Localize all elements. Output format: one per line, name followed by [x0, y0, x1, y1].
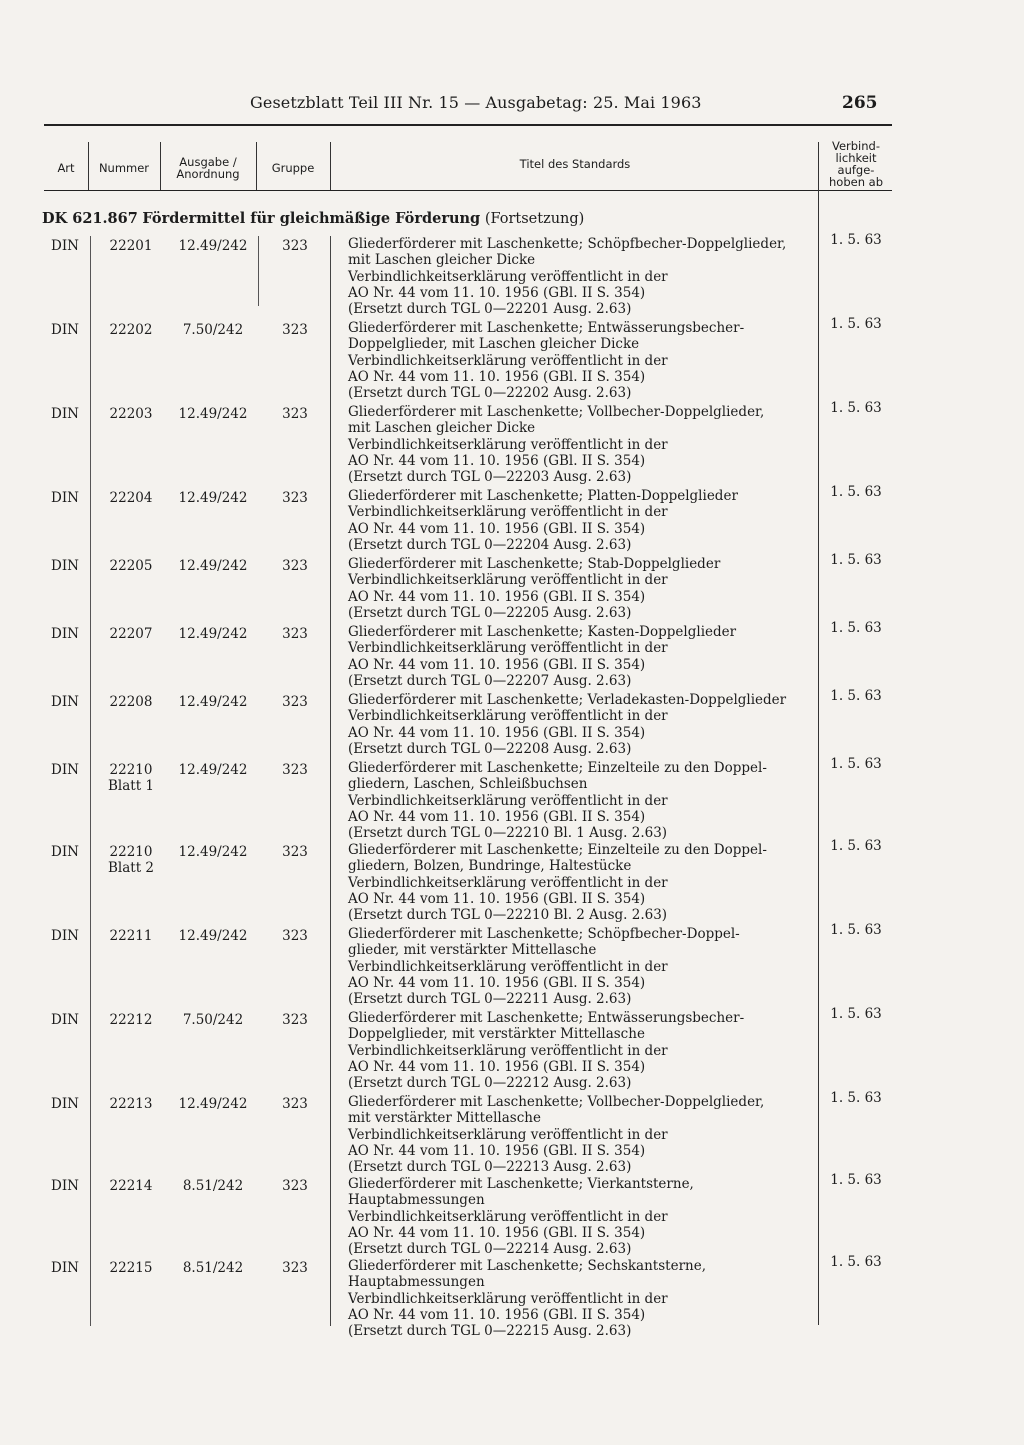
standard-type: DIN	[51, 928, 79, 944]
standard-number-line: 22202	[109, 322, 153, 338]
standard-title-line: Gliederförderer mit Laschenkette; Schöpfbecher-Doppelglieder,	[348, 236, 787, 252]
standard-title	[348, 556, 818, 621]
standard-number	[92, 238, 170, 254]
revocation-date: 1. 5. 63	[830, 400, 882, 416]
standard-title-line: Gliederförderer mit Laschenkette; Kasten-Doppelglieder	[348, 624, 737, 640]
standard-title-line: Gliederförderer mit Laschenkette; Einzelteile zu den Doppel-	[348, 842, 767, 858]
standard-type: DIN	[51, 1096, 79, 1112]
revocation-date: 1. 5. 63	[830, 1172, 882, 1188]
standard-title-line: (Ersetzt durch TGL 0—22201 Ausg. 2.63)	[348, 301, 632, 318]
col-header-art: Art	[57, 161, 75, 175]
standard-issue: 12.49/242	[178, 490, 248, 506]
standard-group: 323	[282, 558, 308, 574]
standard-title-line: Verbindlichkeitserklärung veröffentlicht in der	[348, 1290, 668, 1307]
standard-title-line: Verbindlichkeitserklärung veröffentlicht in der	[348, 640, 668, 657]
standard-type: DIN	[51, 694, 79, 710]
standard-title-line: AO Nr. 44 vom 11. 10. 1956 (GBl. II S. 354)	[348, 1058, 646, 1075]
standard-title-line: Verbindlichkeitserklärung veröffentlicht in der	[348, 436, 668, 453]
column-divider	[330, 236, 331, 1326]
page-header-title: Gesetzblatt Teil III Nr. 15 — Ausgabetag: 25. Mai 1963	[250, 93, 702, 112]
standard-number-line: 22211	[109, 928, 153, 944]
revocation-date: 1. 5. 63	[830, 756, 882, 772]
standard-title-line: Gliederförderer mit Laschenkette; Vollbecher-Doppelglieder,	[348, 1094, 765, 1110]
standard-title-line: AO Nr. 44 vom 11. 10. 1956 (GBl. II S. 354)	[348, 284, 646, 301]
standard-title-line: Hauptabmessungen	[348, 1192, 485, 1209]
standard-title-line: Gliederförderer mit Laschenkette; Verladekasten-Doppelglieder	[348, 692, 787, 708]
standard-issue: 12.49/242	[178, 406, 248, 422]
column-divider	[88, 142, 89, 190]
standard-title	[348, 760, 818, 841]
standard-title	[348, 926, 818, 1007]
standard-title-line: Verbindlichkeitserklärung veröffentlicht in der	[348, 1126, 668, 1143]
standard-group: 323	[282, 1178, 308, 1194]
revocation-date: 1. 5. 63	[830, 232, 882, 248]
standard-group: 323	[282, 844, 308, 860]
standard-title-line: (Ersetzt durch TGL 0—22202 Ausg. 2.63)	[348, 385, 632, 402]
revocation-date: 1. 5. 63	[830, 688, 882, 704]
standard-title-line: Hauptabmessungen	[348, 1274, 485, 1291]
standard-title-line: Gliederförderer mit Laschenkette; Entwässerungsbecher-	[348, 320, 745, 336]
standard-issue: 12.49/242	[178, 762, 248, 778]
column-divider	[818, 142, 819, 1325]
standard-group: 323	[282, 762, 308, 778]
header-bottom-rule	[44, 190, 892, 191]
standard-type: DIN	[51, 558, 79, 574]
standard-title-line: glieder, mit verstärkter Mittellasche	[348, 942, 597, 959]
standard-title-line: AO Nr. 44 vom 11. 10. 1956 (GBl. II S. 354)	[348, 1142, 646, 1159]
standard-type: DIN	[51, 490, 79, 506]
standard-title-line: Verbindlichkeitserklärung veröffentlicht in der	[348, 874, 668, 891]
revocation-date: 1. 5. 63	[830, 838, 882, 854]
page-number: 265	[842, 93, 878, 113]
standard-number-line: 22201	[109, 238, 153, 254]
standard-number	[92, 558, 170, 574]
revocation-date: 1. 5. 63	[830, 316, 882, 332]
standard-title-line: Gliederförderer mit Laschenkette; Vollbecher-Doppelglieder,	[348, 404, 765, 420]
standard-issue: 12.49/242	[178, 238, 248, 254]
standard-number	[92, 844, 170, 876]
standard-title-line: gliedern, Bolzen, Bundringe, Haltestücke	[348, 858, 632, 875]
standard-title-line: Gliederförderer mit Laschenkette; Schöpfbecher-Doppel-	[348, 926, 740, 942]
standard-number-line: 22210	[109, 762, 153, 778]
standard-issue: 12.49/242	[178, 558, 248, 574]
standard-group: 323	[282, 490, 308, 506]
standard-title-line: (Ersetzt durch TGL 0—22213 Ausg. 2.63)	[348, 1159, 632, 1176]
standard-title	[348, 1010, 818, 1091]
revocation-date: 1. 5. 63	[830, 484, 882, 500]
standard-title-line: (Ersetzt durch TGL 0—22207 Ausg. 2.63)	[348, 672, 632, 689]
standard-title-line: AO Nr. 44 vom 11. 10. 1956 (GBl. II S. 354)	[348, 890, 646, 907]
standard-number	[92, 762, 170, 794]
col-header-verbindlichkeit	[820, 140, 892, 188]
standard-number	[92, 406, 170, 422]
standard-title-line: Verbindlichkeitserklärung veröffentlicht in der	[348, 572, 668, 589]
standard-title-line: Doppelglieder, mit Laschen gleicher Dicke	[348, 336, 640, 353]
standard-title-line: Gliederförderer mit Laschenkette; Sechskantsterne,	[348, 1258, 706, 1274]
revocation-date: 1. 5. 63	[830, 1254, 882, 1270]
standard-number-line: 22214	[109, 1178, 153, 1194]
col-header-verbindlichkeit-line: Verbind-	[831, 139, 880, 153]
standard-type: DIN	[51, 844, 79, 860]
standard-issue: 8.51/242	[182, 1178, 244, 1194]
standard-group: 323	[282, 1260, 308, 1276]
col-header-titel: Titel des Standards	[519, 157, 631, 171]
standard-title-line: AO Nr. 44 vom 11. 10. 1956 (GBl. II S. 354)	[348, 1224, 646, 1241]
standard-number-line: 22215	[109, 1260, 153, 1276]
standard-title-line: Gliederförderer mit Laschenkette; Entwässerungsbecher-	[348, 1010, 745, 1026]
standard-title-line: Verbindlichkeitserklärung veröffentlicht in der	[348, 1042, 668, 1059]
standard-number-line: 22203	[109, 406, 153, 422]
standard-type: DIN	[51, 626, 79, 642]
standard-title-line: Verbindlichkeitserklärung veröffentlicht in der	[348, 268, 668, 285]
standard-number	[92, 626, 170, 642]
standard-number	[92, 1096, 170, 1112]
standard-number-line: 22213	[109, 1096, 153, 1112]
standard-title-line: mit verstärkter Mittellasche	[348, 1110, 541, 1127]
standard-title-line: (Ersetzt durch TGL 0—22211 Ausg. 2.63)	[348, 991, 632, 1008]
standard-group: 323	[282, 626, 308, 642]
standard-title-line: Verbindlichkeitserklärung veröffentlicht in der	[348, 352, 668, 369]
standard-title-line: AO Nr. 44 vom 11. 10. 1956 (GBl. II S. 354)	[348, 974, 646, 991]
standard-number	[92, 928, 170, 944]
col-header-verbindlichkeit-line: aufge-	[837, 163, 875, 177]
standard-group: 323	[282, 406, 308, 422]
standard-group: 323	[282, 928, 308, 944]
standard-type: DIN	[51, 322, 79, 338]
col-header-verbindlichkeit-line: hoben ab	[829, 175, 883, 189]
section-title: Fördermittel für gleichmäßige Förderung	[142, 210, 481, 227]
standard-title-line: Verbindlichkeitserklärung veröffentlicht in der	[348, 708, 668, 725]
standard-number-line: 22212	[109, 1012, 153, 1028]
standard-number	[92, 1178, 170, 1194]
standard-issue: 12.49/242	[178, 844, 248, 860]
standard-title-line: gliedern, Laschen, Schleißbuchsen	[348, 776, 588, 793]
standard-title-line: (Ersetzt durch TGL 0—22210 Bl. 1 Ausg. 2.63)	[348, 825, 668, 842]
standard-group: 323	[282, 1012, 308, 1028]
standard-number-line: 22207	[109, 626, 153, 642]
standard-title-line: AO Nr. 44 vom 11. 10. 1956 (GBl. II S. 354)	[348, 588, 646, 605]
standard-title-line: Verbindlichkeitserklärung veröffentlicht in der	[348, 1208, 668, 1225]
revocation-date: 1. 5. 63	[830, 1090, 882, 1106]
column-divider	[256, 142, 257, 190]
standard-type: DIN	[51, 762, 79, 778]
standard-issue: 12.49/242	[178, 928, 248, 944]
standard-title-line: (Ersetzt durch TGL 0—22208 Ausg. 2.63)	[348, 740, 632, 757]
standard-number-line: Blatt 1	[107, 778, 155, 794]
standard-title-line: Doppelglieder, mit verstärkter Mittellasche	[348, 1026, 645, 1043]
standard-number-line: 22210	[109, 844, 153, 860]
standard-issue: 7.50/242	[182, 1012, 244, 1028]
revocation-date: 1. 5. 63	[830, 922, 882, 938]
section-heading	[42, 210, 584, 227]
standard-title-line: (Ersetzt durch TGL 0—22215 Ausg. 2.63)	[348, 1323, 632, 1340]
standard-title-line: (Ersetzt durch TGL 0—22210 Bl. 2 Ausg. 2.63)	[348, 907, 668, 924]
standard-title-line: Gliederförderer mit Laschenkette; Einzelteile zu den Doppel-	[348, 760, 767, 776]
standard-title	[348, 320, 818, 401]
standard-title	[348, 488, 818, 553]
standard-title-line: AO Nr. 44 vom 11. 10. 1956 (GBl. II S. 354)	[348, 808, 646, 825]
standard-group: 323	[282, 1096, 308, 1112]
col-header-ausgabe	[162, 156, 254, 180]
standard-title-line: AO Nr. 44 vom 11. 10. 1956 (GBl. II S. 354)	[348, 520, 646, 537]
standard-type: DIN	[51, 406, 79, 422]
standard-title-line: Gliederförderer mit Laschenkette; Stab-Doppelglieder	[348, 556, 721, 572]
standard-title	[348, 624, 818, 689]
standard-issue: 12.49/242	[178, 1096, 248, 1112]
standard-title-line: Gliederförderer mit Laschenkette; Platten-Doppelglieder	[348, 488, 738, 504]
standard-title	[348, 1176, 818, 1257]
column-divider	[258, 236, 259, 306]
col-header-verbindlichkeit-line: lichkeit	[835, 151, 877, 165]
standard-number	[92, 490, 170, 506]
standard-title-line: (Ersetzt durch TGL 0—22212 Ausg. 2.63)	[348, 1075, 632, 1092]
standard-type: DIN	[51, 238, 79, 254]
standard-title	[348, 404, 818, 485]
col-header-nummer: Nummer	[98, 161, 150, 175]
standard-title-line: Verbindlichkeitserklärung veröffentlicht in der	[348, 504, 668, 521]
section-dk-number: DK 621.867	[42, 210, 138, 227]
revocation-date: 1. 5. 63	[830, 552, 882, 568]
standard-title-line: Gliederförderer mit Laschenkette; Vierkantsterne,	[348, 1176, 694, 1192]
standard-title	[348, 236, 818, 317]
revocation-date: 1. 5. 63	[830, 620, 882, 636]
standard-number-line: 22208	[109, 694, 153, 710]
standard-type: DIN	[51, 1178, 79, 1194]
standard-issue: 7.50/242	[182, 322, 244, 338]
standard-title-line: (Ersetzt durch TGL 0—22214 Ausg. 2.63)	[348, 1241, 632, 1258]
standard-issue: 12.49/242	[178, 626, 248, 642]
standard-title-line: mit Laschen gleicher Dicke	[348, 420, 536, 437]
standard-title-line: Verbindlichkeitserklärung veröffentlicht in der	[348, 792, 668, 809]
standard-title	[348, 1094, 818, 1175]
standard-title-line: AO Nr. 44 vom 11. 10. 1956 (GBl. II S. 354)	[348, 724, 646, 741]
standard-number	[92, 322, 170, 338]
standard-title-line: AO Nr. 44 vom 11. 10. 1956 (GBl. II S. 354)	[348, 1306, 646, 1323]
standard-title	[348, 692, 818, 757]
standard-title-line: (Ersetzt durch TGL 0—22203 Ausg. 2.63)	[348, 469, 632, 486]
standard-title-line: (Ersetzt durch TGL 0—22205 Ausg. 2.63)	[348, 604, 632, 621]
standard-number	[92, 1260, 170, 1276]
column-divider	[160, 142, 161, 190]
standard-issue: 12.49/242	[178, 694, 248, 710]
col-header-ausgabe-line: Ausgabe /	[179, 155, 237, 169]
standard-title-line: AO Nr. 44 vom 11. 10. 1956 (GBl. II S. 354)	[348, 452, 646, 469]
standard-number	[92, 1012, 170, 1028]
standard-title	[348, 842, 818, 923]
revocation-date: 1. 5. 63	[830, 1006, 882, 1022]
standard-issue: 8.51/242	[182, 1260, 244, 1276]
standard-title	[348, 1258, 818, 1339]
section-suffix: (Fortsetzung)	[484, 211, 585, 227]
column-divider	[330, 142, 331, 190]
standard-type: DIN	[51, 1012, 79, 1028]
standard-group: 323	[282, 694, 308, 710]
column-divider	[90, 236, 91, 1326]
standard-title-line: AO Nr. 44 vom 11. 10. 1956 (GBl. II S. 354)	[348, 368, 646, 385]
standard-number-line: 22205	[109, 558, 153, 574]
standard-group: 323	[282, 322, 308, 338]
col-header-gruppe: Gruppe	[271, 161, 315, 175]
standard-type: DIN	[51, 1260, 79, 1276]
standard-title-line: (Ersetzt durch TGL 0—22204 Ausg. 2.63)	[348, 536, 632, 553]
standard-title-line: Verbindlichkeitserklärung veröffentlicht in der	[348, 958, 668, 975]
standard-title-line: mit Laschen gleicher Dicke	[348, 252, 536, 269]
header-rule	[44, 124, 892, 126]
col-header-ausgabe-line: Anordnung	[176, 167, 240, 181]
standard-title-line: AO Nr. 44 vom 11. 10. 1956 (GBl. II S. 354)	[348, 656, 646, 673]
standard-number-line: 22204	[109, 490, 153, 506]
standard-number-line: Blatt 2	[107, 860, 155, 876]
standard-number	[92, 694, 170, 710]
standard-group: 323	[282, 238, 308, 254]
